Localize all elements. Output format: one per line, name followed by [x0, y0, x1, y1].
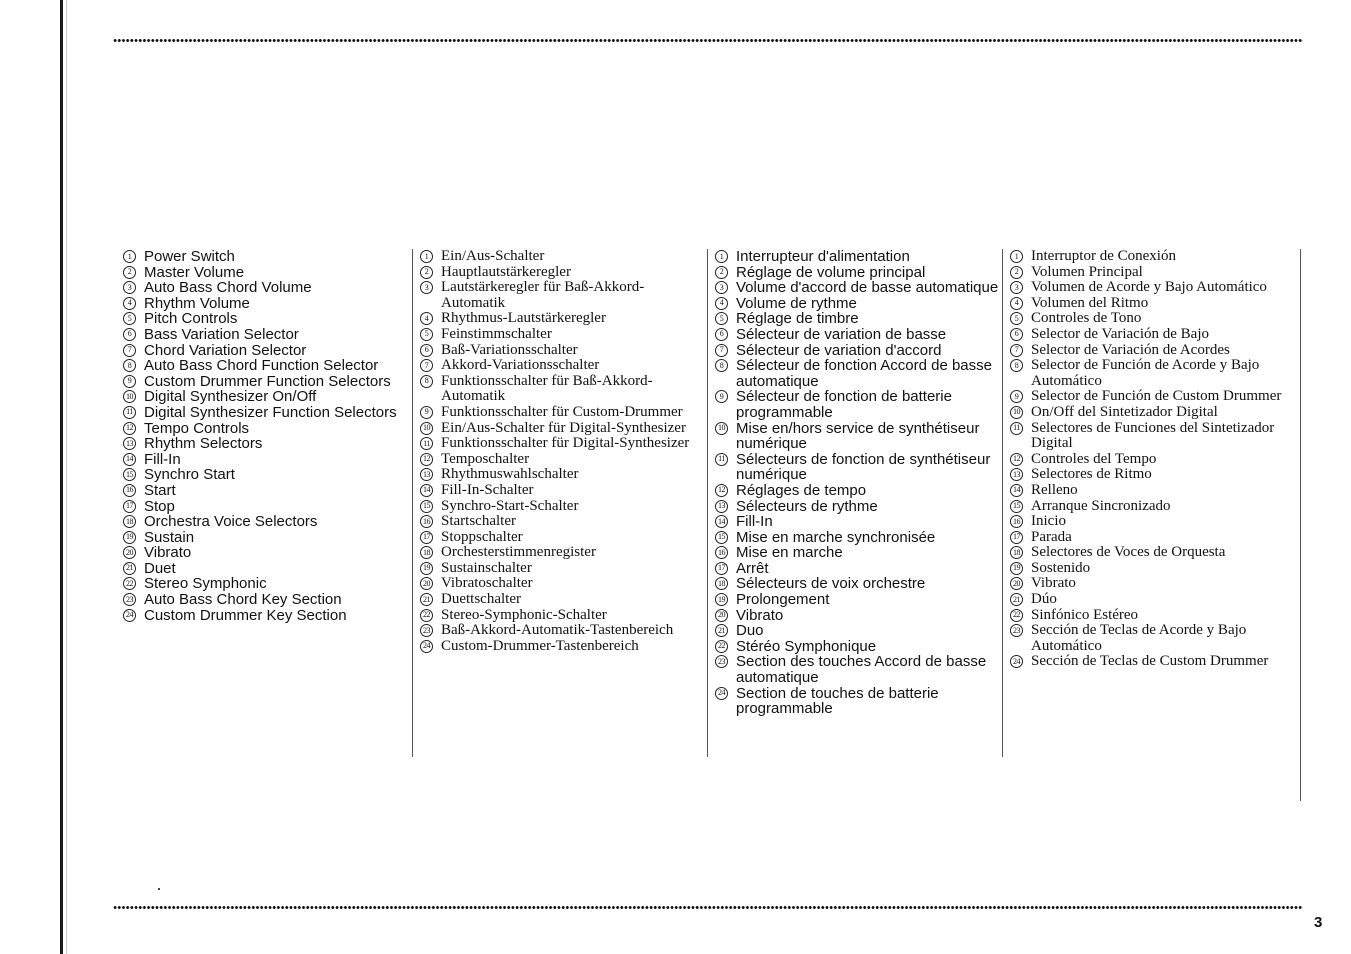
item-label: Réglages de tempo [736, 481, 867, 499]
item-label: Chord Variation Selector [144, 341, 307, 359]
circled-number-icon: 19 [123, 531, 136, 544]
list-item [420, 514, 707, 530]
list-item [715, 514, 1002, 530]
list-item [1010, 654, 1300, 670]
list-item [420, 561, 707, 577]
list-item [420, 592, 707, 608]
circled-number-icon: 6 [1010, 328, 1023, 341]
item-label: Stéréo Symphonique [736, 637, 877, 655]
list-item [123, 483, 412, 499]
circled-number-icon: 17 [420, 531, 433, 544]
circled-number-icon: 21 [1010, 593, 1023, 606]
list-item [1010, 249, 1300, 265]
item-label: Digital Synthesizer Function Selectors [144, 403, 397, 421]
circled-number-icon: 11 [123, 406, 136, 419]
list-item [715, 280, 1002, 296]
item-label: Inicio [1031, 513, 1066, 530]
list-item [1010, 530, 1300, 546]
list-item [420, 249, 707, 265]
circled-number-icon: 2 [1010, 266, 1023, 279]
list-item [123, 358, 412, 374]
circled-number-icon: 17 [715, 562, 728, 575]
list-item [420, 467, 707, 483]
circled-number-icon: 22 [1010, 609, 1023, 622]
circled-number-icon: 13 [1010, 468, 1023, 481]
item-label: Rhythmuswahlschalter [441, 466, 579, 483]
circled-number-icon: 19 [1010, 562, 1023, 575]
list-item [1010, 327, 1300, 343]
list-item [1010, 608, 1300, 624]
circled-number-icon: 6 [715, 328, 728, 341]
item-label: Startschalter [441, 513, 516, 530]
circled-number-icon: 18 [123, 515, 136, 528]
list-item [123, 374, 412, 390]
item-label: Master Volume [144, 263, 245, 281]
circled-number-icon: 7 [715, 344, 728, 357]
column-spanish [1003, 249, 1301, 801]
item-label: Volume d'accord de basse automatique [736, 279, 999, 297]
list-item [1010, 389, 1300, 405]
item-label: Lautstärkeregler für Baß-Akkord-Automatik [441, 279, 645, 311]
item-label: Auto Bass Chord Volume [144, 279, 312, 297]
list-item [123, 311, 412, 327]
circled-number-icon: 16 [1010, 515, 1023, 528]
item-label: Sélecteur de variation de basse [736, 325, 947, 343]
circled-number-icon: 5 [715, 312, 728, 325]
list-item [715, 623, 1002, 639]
list-item [715, 686, 1002, 717]
circled-number-icon: 20 [1010, 577, 1023, 590]
list-item [420, 343, 707, 359]
list-item [1010, 343, 1300, 359]
item-label: Sección de Teclas de Custom Drummer [1031, 653, 1269, 670]
circled-number-icon: 24 [420, 640, 433, 653]
list-item [1010, 623, 1300, 654]
item-label: Sostenido [1031, 559, 1091, 576]
circled-number-icon: 13 [123, 437, 136, 450]
item-label: Duet [144, 559, 176, 577]
circled-number-icon: 13 [420, 468, 433, 481]
item-label: Sélecteur de fonction Accord de basse automatique [736, 357, 992, 390]
item-label: Interruptor de Conexión [1031, 248, 1176, 264]
item-label: Sustainschalter [441, 559, 532, 576]
list-item [420, 623, 707, 639]
item-label: Rhythm Volume [144, 294, 250, 312]
circled-number-icon: 8 [1010, 359, 1023, 372]
list-item [123, 436, 412, 452]
binding-edge [60, 0, 63, 954]
list-item [1010, 514, 1300, 530]
item-label: Vibrato [1031, 575, 1076, 592]
item-label: Interrupteur d'alimentation [736, 248, 910, 265]
list-item [123, 608, 412, 624]
circled-number-icon: 6 [123, 328, 136, 341]
item-label: Duo [736, 622, 764, 640]
list-item [715, 639, 1002, 655]
list-item [715, 592, 1002, 608]
circled-number-icon: 16 [123, 484, 136, 497]
list-item [1010, 467, 1300, 483]
item-label: Section de touches de batterie programmable [736, 684, 939, 718]
circled-number-icon: 9 [715, 390, 728, 403]
list-item [123, 343, 412, 359]
circled-number-icon: 24 [1010, 655, 1023, 668]
circled-number-icon: 23 [123, 593, 136, 606]
list-item [1010, 452, 1300, 468]
item-label: Feinstimmschalter [441, 325, 552, 342]
item-label: Custom Drummer Function Selectors [144, 372, 391, 390]
item-label: Temposchalter [441, 450, 530, 467]
item-label: Arrêt [736, 559, 769, 577]
item-label: Bass Variation Selector [144, 325, 299, 343]
list-item [1010, 265, 1300, 281]
list-item [715, 483, 1002, 499]
list-item [420, 436, 707, 452]
item-label: Fill-In [144, 450, 181, 468]
list-item [420, 530, 707, 546]
item-label: Ein/Aus-Schalter [441, 248, 545, 264]
list-item [715, 296, 1002, 312]
circled-number-icon: 1 [420, 250, 433, 263]
list-item [715, 389, 1002, 420]
item-label: Dúo [1031, 591, 1057, 608]
circled-number-icon: 21 [420, 593, 433, 606]
circled-number-icon: 10 [715, 422, 728, 435]
list-item [1010, 405, 1300, 421]
circled-number-icon: 20 [715, 609, 728, 622]
item-label: Vibrato [144, 544, 192, 562]
list-item [715, 421, 1002, 452]
circled-number-icon: 12 [715, 484, 728, 497]
item-label: Vibratoschalter [441, 575, 533, 592]
circled-number-icon: 4 [420, 312, 433, 325]
list-item [123, 592, 412, 608]
item-label: Fill-In-Schalter [441, 481, 534, 498]
circled-number-icon: 16 [420, 515, 433, 528]
circled-number-icon: 15 [420, 500, 433, 513]
list-item [1010, 545, 1300, 561]
list-item [123, 405, 412, 421]
item-label: Sección de Teclas de Acorde y Bajo Automático [1031, 622, 1247, 654]
list-item [715, 576, 1002, 592]
list-item [420, 280, 707, 311]
circled-number-icon: 1 [123, 250, 136, 263]
item-label: Power Switch [144, 248, 235, 265]
circled-number-icon: 11 [420, 437, 433, 450]
item-label: Hauptlautstärkeregler [441, 263, 571, 280]
list-item [123, 421, 412, 437]
circled-number-icon: 19 [715, 593, 728, 606]
list-item [1010, 592, 1300, 608]
circled-number-icon: 9 [1010, 390, 1023, 403]
item-label: Réglage de timbre [736, 310, 859, 328]
circled-number-icon: 7 [1010, 344, 1023, 357]
item-label: Volume de rythme [736, 294, 857, 312]
circled-number-icon: 8 [420, 375, 433, 388]
list-item [715, 327, 1002, 343]
circled-number-icon: 14 [715, 515, 728, 528]
item-label: Mise en/hors service de synthétiseur numérique [736, 419, 980, 453]
item-label: Selectores de Voces de Orquesta [1031, 544, 1226, 561]
item-label: Start [144, 481, 176, 499]
top-dotted-rule [113, 38, 1303, 43]
item-label: Stoppschalter [441, 528, 523, 545]
print-speck [158, 888, 160, 890]
item-label: Stereo-Symphonic-Schalter [441, 606, 607, 623]
item-label: Sélecteurs de rythme [736, 497, 878, 515]
circled-number-icon: 1 [715, 250, 728, 263]
circled-number-icon: 18 [715, 577, 728, 590]
bottom-dotted-rule [113, 905, 1303, 910]
circled-number-icon: 21 [715, 624, 728, 637]
item-label: Auto Bass Chord Key Section [144, 591, 342, 609]
item-label: Selector de Variación de Bajo [1031, 325, 1209, 342]
item-label: Auto Bass Chord Function Selector [144, 357, 379, 375]
item-label: Baß-Akkord-Automatik-Tastenbereich [441, 622, 674, 639]
item-label: Selector de Función de Custom Drummer [1031, 388, 1282, 405]
circled-number-icon: 10 [1010, 406, 1023, 419]
list-item [1010, 499, 1300, 515]
list-item [1010, 483, 1300, 499]
list-item [420, 374, 707, 405]
list-item [123, 265, 412, 281]
circled-number-icon: 14 [123, 453, 136, 466]
item-label: Fill-In [736, 513, 773, 531]
circled-number-icon: 6 [420, 344, 433, 357]
list-item [1010, 280, 1300, 296]
list-item [420, 358, 707, 374]
item-label: Sélecteurs de fonction de synthétiseur numérique [736, 450, 991, 484]
circled-number-icon: 24 [715, 687, 728, 700]
list-item [715, 249, 1002, 265]
circled-number-icon: 4 [715, 297, 728, 310]
item-label: Sinfónico Estéreo [1031, 606, 1139, 623]
circled-number-icon: 8 [123, 359, 136, 372]
circled-number-icon: 23 [420, 624, 433, 637]
circled-number-icon: 3 [715, 281, 728, 294]
item-label: Sélecteur de variation d'accord [736, 341, 942, 359]
circled-number-icon: 7 [123, 344, 136, 357]
circled-number-icon: 5 [420, 328, 433, 341]
circled-number-icon: 13 [715, 500, 728, 513]
item-label: Parada [1031, 528, 1072, 545]
circled-number-icon: 5 [1010, 312, 1023, 325]
circled-number-icon: 23 [1010, 624, 1023, 637]
item-label: Synchro Start [144, 466, 235, 484]
circled-number-icon: 22 [715, 640, 728, 653]
circled-number-icon: 4 [1010, 297, 1023, 310]
circled-number-icon: 22 [420, 609, 433, 622]
circled-number-icon: 8 [715, 359, 728, 372]
list-item [420, 545, 707, 561]
circled-number-icon: 15 [123, 468, 136, 481]
circled-number-icon: 3 [123, 281, 136, 294]
item-label: Vibrato [736, 606, 784, 624]
circled-number-icon: 18 [1010, 546, 1023, 559]
list-item [1010, 421, 1300, 452]
list-item [1010, 311, 1300, 327]
item-label: Selector de Función de Acorde y Bajo Automático [1031, 357, 1260, 389]
list-item [123, 561, 412, 577]
list-item [123, 499, 412, 515]
list-item [715, 343, 1002, 359]
item-label: Selectores de Funciones del Sintetizador Digital [1031, 419, 1275, 452]
list-item [420, 421, 707, 437]
list-item [715, 654, 1002, 685]
list-item [420, 452, 707, 468]
circled-number-icon: 14 [1010, 484, 1023, 497]
list-item [715, 499, 1002, 515]
list-item [123, 249, 412, 265]
list-item [420, 499, 707, 515]
item-label: Custom-Drummer-Tastenbereich [441, 637, 639, 654]
item-label: Orchestra Voice Selectors [144, 513, 318, 531]
circled-number-icon: 21 [123, 562, 136, 575]
list-item [420, 608, 707, 624]
circled-number-icon: 3 [420, 281, 433, 294]
circled-number-icon: 20 [420, 577, 433, 590]
list-item [123, 576, 412, 592]
circled-number-icon: 9 [123, 375, 136, 388]
list-item [420, 311, 707, 327]
circled-number-icon: 10 [123, 390, 136, 403]
item-label: Rhythmus-Lautstärkeregler [441, 310, 606, 327]
item-label: Stop [144, 497, 175, 515]
circled-number-icon: 7 [420, 359, 433, 372]
list-item [123, 280, 412, 296]
item-label: Ein/Aus-Schalter für Digital-Synthesizer [441, 419, 686, 436]
item-label: Volumen de Acorde y Bajo Automático [1031, 279, 1267, 296]
circled-number-icon: 12 [1010, 453, 1023, 466]
item-label: Selectores de Ritmo [1031, 466, 1152, 483]
item-label: Volumen Principal [1031, 263, 1143, 280]
list-item [420, 405, 707, 421]
item-label: Duettschalter [441, 591, 521, 608]
list-item [715, 608, 1002, 624]
circled-number-icon: 4 [123, 297, 136, 310]
item-label: Funktionsschalter für Digital-Synthesizer [441, 435, 690, 452]
list-item [123, 467, 412, 483]
list-item [1010, 576, 1300, 592]
circled-number-icon: 2 [715, 266, 728, 279]
list-item [715, 311, 1002, 327]
list-item [123, 389, 412, 405]
circled-number-icon: 14 [420, 484, 433, 497]
item-label: Sélecteurs de voix orchestre [736, 575, 926, 593]
item-label: Sustain [144, 528, 195, 546]
list-item [1010, 561, 1300, 577]
circled-number-icon: 2 [123, 266, 136, 279]
item-label: Mise en marche synchronisée [736, 528, 936, 546]
item-label: Arranque Sincronizado [1031, 497, 1171, 514]
item-label: Digital Synthesizer On/Off [144, 388, 317, 406]
list-item [715, 358, 1002, 389]
circled-number-icon: 17 [1010, 531, 1023, 544]
circled-number-icon: 24 [123, 609, 136, 622]
list-item [1010, 358, 1300, 389]
item-label: Custom Drummer Key Section [144, 606, 347, 624]
item-label: Controles de Tono [1031, 310, 1142, 327]
list-item [1010, 296, 1300, 312]
list-item [123, 296, 412, 312]
column-english [116, 249, 413, 757]
item-label: Sélecteur de fonction de batterie programmable [736, 388, 952, 421]
column-german [413, 249, 708, 757]
list-item [715, 530, 1002, 546]
item-label: Prolongement [736, 591, 830, 609]
circled-number-icon: 23 [715, 655, 728, 668]
list-item [123, 452, 412, 468]
circled-number-icon: 22 [123, 577, 136, 590]
item-label: Réglage de volume principal [736, 263, 926, 281]
circled-number-icon: 15 [1010, 500, 1023, 513]
circled-number-icon: 11 [1010, 422, 1023, 435]
circled-number-icon: 2 [420, 266, 433, 279]
item-label: Rhythm Selectors [144, 435, 263, 453]
item-label: Tempo Controls [144, 419, 250, 437]
list-item [715, 265, 1002, 281]
list-item [715, 561, 1002, 577]
circled-number-icon: 17 [123, 500, 136, 513]
list-item [420, 265, 707, 281]
circled-number-icon: 15 [715, 531, 728, 544]
item-label: Mise en marche [736, 544, 843, 562]
circled-number-icon: 9 [420, 406, 433, 419]
item-label: Akkord-Variationsschalter [441, 357, 600, 374]
list-item [123, 545, 412, 561]
circled-number-icon: 1 [1010, 250, 1023, 263]
item-label: Stereo Symphonic [144, 575, 267, 593]
circled-number-icon: 12 [123, 422, 136, 435]
list-item [420, 483, 707, 499]
circled-number-icon: 16 [715, 546, 728, 559]
item-label: Funktionsschalter für Custom-Drummer [441, 403, 683, 420]
binding-edge-shadow [66, 0, 67, 954]
page-number: 3 [1314, 914, 1323, 931]
list-item [420, 576, 707, 592]
circled-number-icon: 10 [420, 422, 433, 435]
item-label: Relleno [1031, 481, 1078, 498]
item-label: Controles del Tempo [1031, 450, 1157, 467]
circled-number-icon: 11 [715, 453, 728, 466]
item-label: Selector de Variación de Acordes [1031, 341, 1230, 358]
circled-number-icon: 19 [420, 562, 433, 575]
circled-number-icon: 18 [420, 546, 433, 559]
circled-number-icon: 12 [420, 453, 433, 466]
list-item [420, 327, 707, 343]
circled-number-icon: 5 [123, 312, 136, 325]
item-label: Synchro-Start-Schalter [441, 497, 579, 514]
list-item [715, 545, 1002, 561]
item-label: Funktionsschalter für Baß-Akkord-Automatik [441, 372, 653, 405]
list-item [420, 639, 707, 655]
circled-number-icon: 20 [123, 546, 136, 559]
item-label: Section des touches Accord de basse automatique [736, 653, 987, 687]
list-item [123, 327, 412, 343]
list-item [715, 452, 1002, 483]
item-label: Pitch Controls [144, 310, 238, 328]
column-french [708, 249, 1003, 757]
circled-number-icon: 3 [1010, 281, 1023, 294]
item-label: On/Off del Sintetizador Digital [1031, 403, 1218, 420]
list-item [123, 514, 412, 530]
list-item [123, 530, 412, 546]
item-label: Orchesterstimmenregister [441, 544, 596, 561]
item-label: Volumen del Ritmo [1031, 294, 1149, 311]
item-label: Baß-Variationsschalter [441, 341, 578, 358]
